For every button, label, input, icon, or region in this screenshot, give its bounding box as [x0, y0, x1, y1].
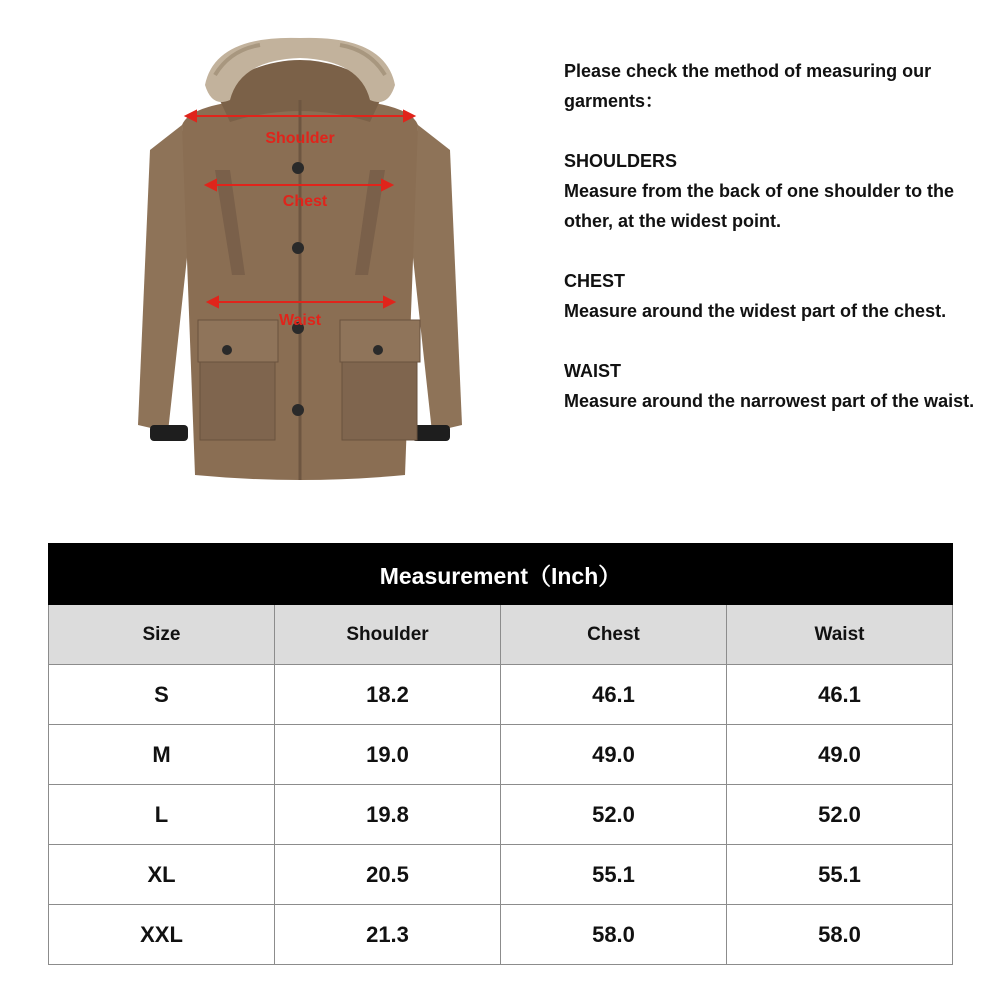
chest-text: Measure around the widest part of the chest. [564, 301, 947, 321]
waist-label: Waist [278, 312, 322, 329]
measuring-guide [564, 56, 984, 446]
shoulders-heading: SHOULDERS [564, 151, 678, 171]
guide-intro: Please check the method of measuring our garments： [564, 61, 932, 111]
waist-cell: 46.1 [727, 665, 953, 725]
size-cell: L [49, 785, 275, 845]
table-row [49, 785, 953, 845]
chest-cell: 46.1 [501, 665, 727, 725]
waist-cell: 55.1 [727, 845, 953, 905]
size-cell: S [49, 665, 275, 725]
table-row [49, 845, 953, 905]
table-row [49, 905, 953, 965]
chest-heading: CHEST [564, 271, 626, 291]
shoulder-cell: 20.5 [275, 845, 501, 905]
chest-cell: 52.0 [501, 785, 727, 845]
chest-cell: 58.0 [501, 905, 727, 965]
header-chest: Chest [501, 605, 727, 665]
shoulder-cell: 19.8 [275, 785, 501, 845]
chest-instructions [564, 266, 984, 326]
waist-cell: 49.0 [727, 725, 953, 785]
chest-cell: 55.1 [501, 845, 727, 905]
size-cell: M [49, 725, 275, 785]
shoulders-text: Measure from the back of one shoulder to the other, at the widest point. [564, 181, 955, 231]
parka-jacket-icon [120, 30, 480, 500]
size-chart-table [48, 543, 953, 965]
chest-cell: 49.0 [501, 725, 727, 785]
header-waist: Waist [727, 605, 953, 665]
header-size: Size [49, 605, 275, 665]
shoulder-cell: 21.3 [275, 905, 501, 965]
waist-text: Measure around the narrowest part of the waist. [564, 391, 975, 411]
size-cell: XXL [49, 905, 275, 965]
table-row [49, 665, 953, 725]
waist-cell: 58.0 [727, 905, 953, 965]
header-shoulder: Shoulder [275, 605, 501, 665]
table-row [49, 725, 953, 785]
chest-label: Chest [282, 193, 328, 210]
shoulder-cell: 19.0 [275, 725, 501, 785]
waist-cell: 52.0 [727, 785, 953, 845]
table-header-row [49, 605, 953, 665]
waist-instructions [564, 356, 984, 416]
waist-heading: WAIST [564, 361, 621, 381]
size-cell: XL [49, 845, 275, 905]
jacket-illustration [120, 30, 480, 500]
table-title: Measurement（Inch） [49, 544, 953, 605]
shoulder-cell: 18.2 [275, 665, 501, 725]
shoulder-label: Shoulder [265, 130, 335, 147]
shoulders-instructions [564, 146, 984, 236]
